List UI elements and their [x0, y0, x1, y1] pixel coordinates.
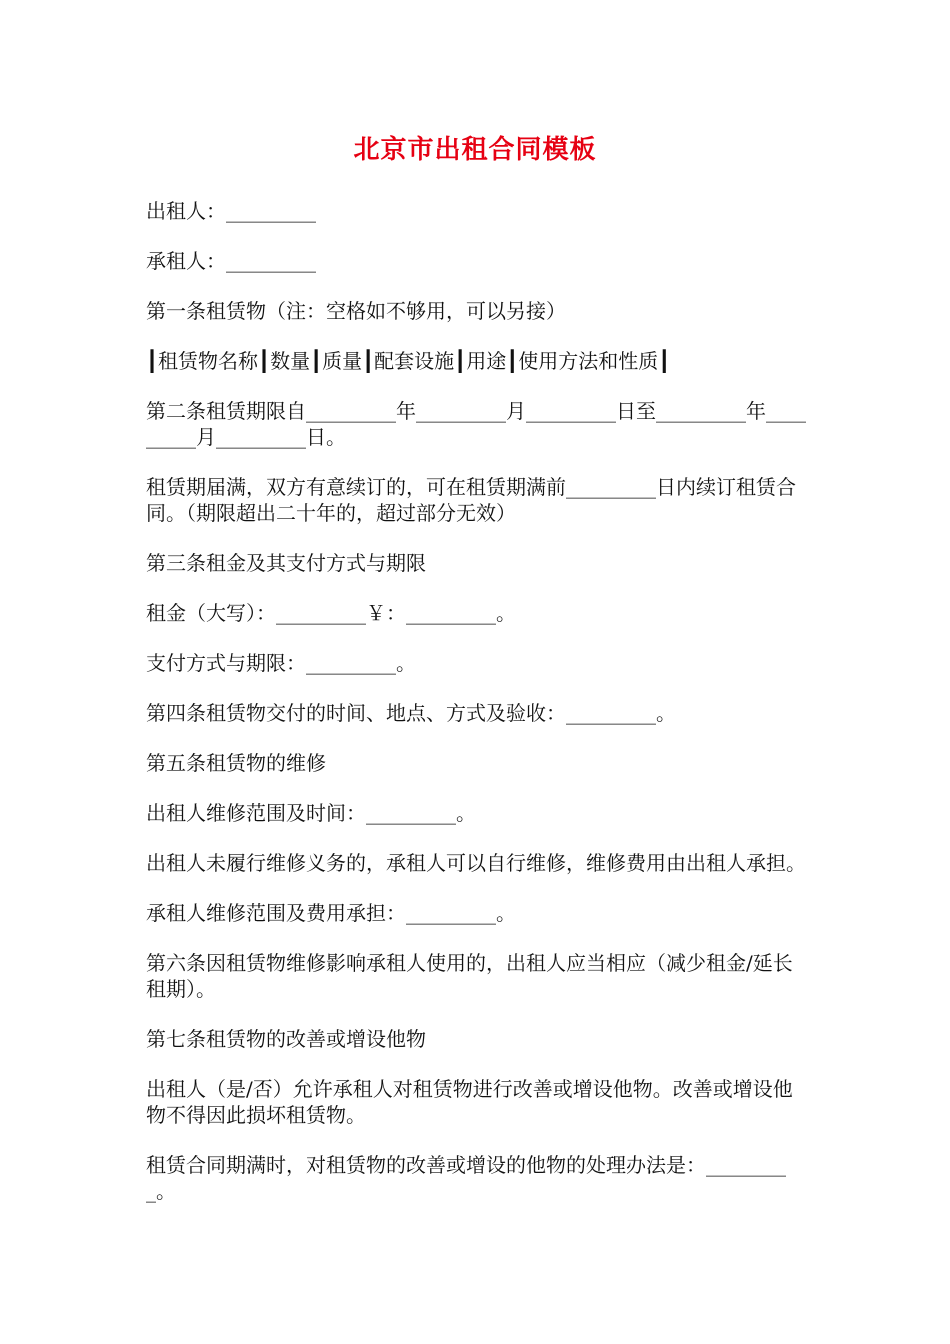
document-title: 北京市出租合同模板 [353, 135, 597, 165]
article-4-delivery: 第四条租赁物交付的时间、地点、方式及验收：_________。 [146, 701, 676, 725]
payment-method-line: 支付方式与期限：_________。 [146, 651, 416, 675]
article-6-repair-impact: 第六条因租赁物维修影响承租人使用的，出租人应当相应（减少租金/延长租期）。 [146, 951, 793, 1001]
improvement-disposal: 租赁合同期满时，对租赁物的改善或增设的他物的处理办法是：_________。 [146, 1153, 786, 1203]
article-1-heading: 第一条租赁物（注：空格如不够用，可以另接） [146, 299, 566, 323]
rent-amount-line: 租金（大写）：_________￥：_________。 [146, 601, 516, 625]
lessee-line: 承租人：_________ [146, 249, 316, 273]
improvement-permission: 出租人（是/否）允许承租人对租赁物进行改善或增设他物。改善或增设他物不得因此损坏租赁物。 [146, 1077, 793, 1127]
document-body [146, 198, 810, 1228]
article-2-lease-term: 第二条租赁期限自_________年_________月_________日至_________年_________月_________日。 [146, 399, 806, 449]
lessor-repair-default: 出租人未履行维修义务的，承租人可以自行维修，维修费用由出租人承担。 [146, 851, 806, 875]
lease-item-table-header: ┃租赁物名称┃数量┃质量┃配套设施┃用途┃使用方法和性质┃ [146, 349, 671, 373]
lessor-line: 出租人：_________ [146, 199, 316, 223]
lease-renewal-clause: 租赁期届满，双方有意续订的，可在租赁期满前_________日内续订租赁合同。（期限超出二十年的，超过部分无效） [146, 475, 796, 525]
article-5-heading: 第五条租赁物的维修 [146, 751, 326, 775]
article-7-heading: 第七条租赁物的改善或增设他物 [146, 1027, 426, 1051]
lessor-repair-scope: 出租人维修范围及时间：_________。 [146, 801, 476, 825]
lessee-repair-scope: 承租人维修范围及费用承担：_________。 [146, 901, 516, 925]
article-3-heading: 第三条租金及其支付方式与期限 [146, 551, 426, 575]
